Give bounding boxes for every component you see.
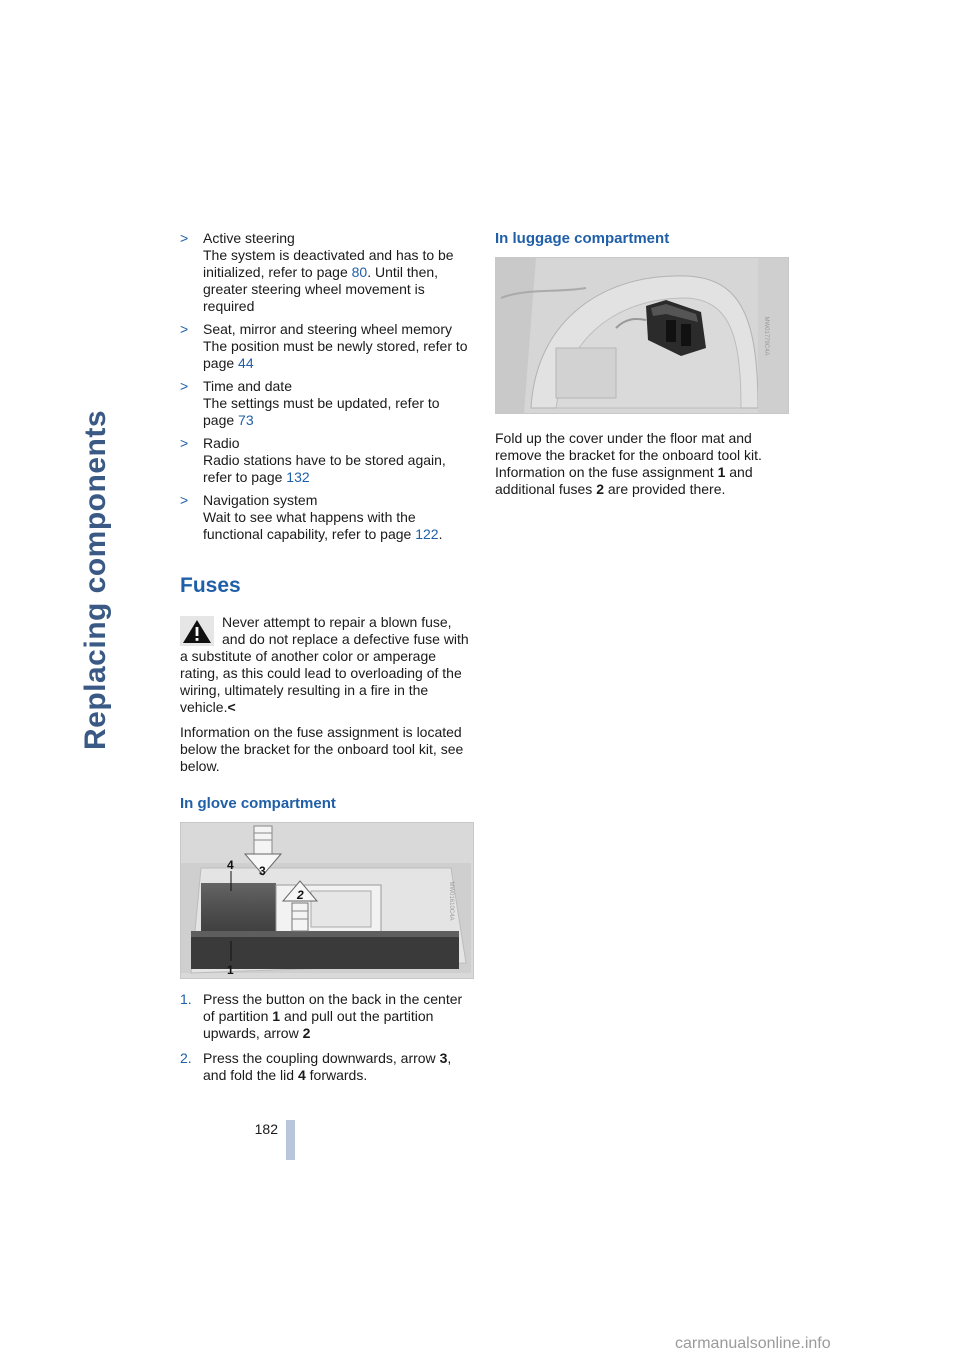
figure-code: MW01779C4A	[762, 315, 769, 356]
fuse-info-text: Information on the fuse assignment is located below the bracket for the onboard tool kit, see below.	[180, 724, 464, 774]
bullet-title: Active steering	[203, 230, 295, 246]
bullet-text: Wait to see what happens with the functional capability, refer to page 122.	[203, 509, 443, 542]
bullet-text: The settings must be updated, refer to page 73	[203, 395, 440, 428]
bullet-mark: >	[180, 321, 189, 337]
end-mark: <	[227, 699, 236, 715]
bullet-title: Radio	[203, 435, 240, 451]
glove-illustration	[181, 823, 473, 978]
glove-steps	[180, 991, 472, 1084]
list-item	[180, 492, 472, 543]
list-item	[180, 230, 472, 315]
watermark: carmanualsonline.info	[675, 1335, 831, 1352]
page-marker-bar	[286, 1120, 295, 1160]
glove-compartment-figure	[180, 822, 474, 979]
list-item	[180, 991, 472, 1042]
luggage-heading: In luggage compartment	[495, 230, 670, 247]
side-title-text: Replacing components	[79, 409, 112, 751]
figure-code: MW01610C4A	[447, 880, 454, 921]
step-text: Press the button on the back in the center of partition 1 and pull out the partition upwards, arrow 2	[203, 991, 463, 1041]
step-number: 1.	[180, 991, 192, 1007]
page-link[interactable]: 122	[415, 526, 439, 542]
right-column	[495, 230, 787, 506]
page-link[interactable]: 80	[351, 264, 368, 280]
warning-block	[180, 614, 472, 716]
list-item	[180, 378, 472, 429]
page-link[interactable]: 132	[286, 469, 310, 485]
luggage-text: Fold up the cover under the floor mat and remove the bracket for the onboard tool kit. Information on the fuse assignment 1 and additional fuses 2 are provided there.	[495, 430, 762, 497]
callout-2: 2	[297, 888, 304, 902]
left-column	[180, 230, 472, 1092]
callout-3: 3	[259, 864, 266, 878]
bullet-mark: >	[180, 492, 189, 508]
callout-1: 1	[227, 963, 234, 977]
bullet-title: Navigation system	[203, 492, 318, 508]
page-link[interactable]: 73	[238, 412, 254, 428]
bullet-title: Time and date	[203, 378, 292, 394]
bullet-text: The position must be newly stored, refer to page 44	[203, 338, 468, 371]
warning-text: Never attempt to repair a blown fuse, and do not replace a defective fuse with a substitute of another color or amperage rating, as this could lead to overloading of the wiring, ultimately resulting in a fire in the vehicle.<	[180, 614, 469, 715]
bullet-mark: >	[180, 435, 189, 451]
warning-icon	[180, 616, 214, 646]
list-item	[180, 1050, 472, 1084]
fuses-heading: Fuses	[180, 574, 241, 597]
step-text: Press the coupling downwards, arrow 3, and fold the lid 4 forwards.	[203, 1050, 452, 1083]
glove-heading: In glove compartment	[180, 795, 336, 812]
bullet-text: Radio stations have to be stored again, refer to page 132	[203, 452, 446, 485]
callout-4: 4	[227, 858, 234, 872]
list-item	[180, 321, 472, 372]
page-link[interactable]: 44	[238, 355, 254, 371]
bullet-text: The system is deactivated and has to be initialized, refer to page 80. Until then, greater steering wheel movement is required	[203, 247, 454, 314]
bullet-title: Seat, mirror and steering wheel memory	[203, 321, 452, 337]
bullet-mark: >	[180, 378, 189, 394]
step-number: 2.	[180, 1050, 192, 1066]
bullet-mark: >	[180, 230, 189, 246]
page-number: 182	[254, 1121, 278, 1137]
luggage-compartment-figure	[495, 257, 789, 414]
luggage-illustration	[496, 258, 788, 413]
list-item	[180, 435, 472, 486]
